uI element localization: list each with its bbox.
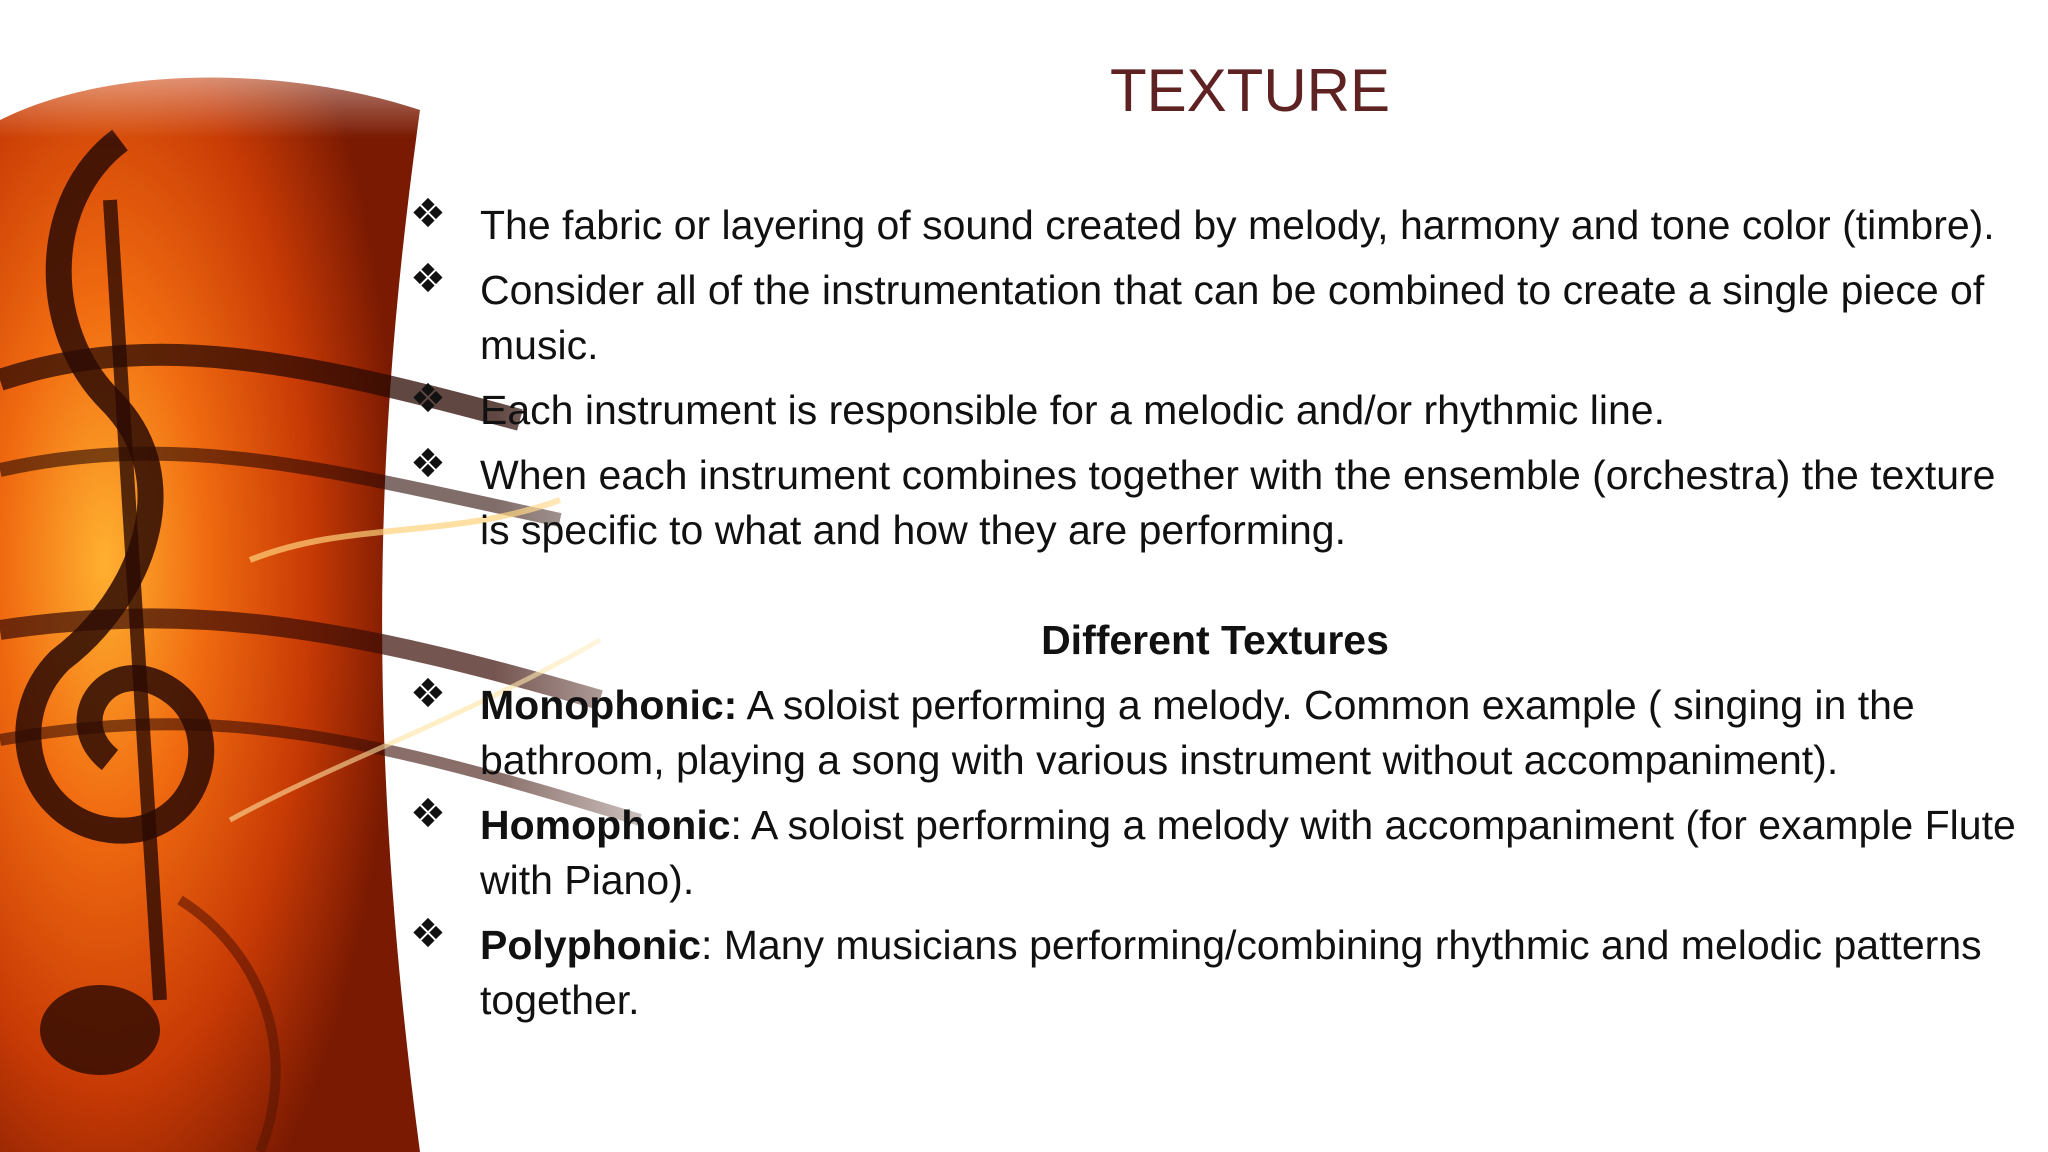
diamond-bullet-icon: ❖ [410,442,446,486]
bullet-item [410,257,2020,373]
bullet-text: Consider all of the instrumentation that can be combined to create a single piece of music. [480,267,1985,368]
texture-term: Polyphonic [480,922,701,968]
diamond-bullet-icon: ❖ [410,912,446,956]
bullet-text: The fabric or layering of sound created by melody, harmony and tone color (timbre). [480,202,1995,248]
texture-description: : Many musicians performing/combining rhythmic and melodic patterns together. [480,922,1982,1023]
texture-item-monophonic [410,672,2020,788]
bullet-text: When each instrument combines together with the ensemble (orchestra) the texture is specific to what and how they are performing. [480,452,1996,553]
diamond-bullet-icon: ❖ [410,257,446,301]
texture-description: A soloist performing a melody. Common example ( singing in the bathroom, playing a song with various instrument without accompaniment). [480,682,1915,783]
diamond-bullet-icon: ❖ [410,192,446,236]
diamond-bullet-icon: ❖ [410,792,446,836]
texture-item-polyphonic [410,912,2020,1028]
bullet-text: Each instrument is responsible for a melodic and/or rhythmic line. [480,387,1665,433]
texture-item-homophonic [410,792,2020,908]
texture-description: : A soloist performing a melody with accompaniment (for example Flute with Piano). [480,802,2016,903]
bullet-item [410,192,2020,253]
diamond-bullet-icon: ❖ [410,377,446,421]
texture-term: Monophonic: [480,682,738,728]
texture-term: Homophonic [480,802,731,848]
different-textures-heading: Different Textures [1041,617,1389,663]
diamond-bullet-icon: ❖ [410,672,446,716]
slide-title: TEXTURE [1109,57,1391,124]
slide-content [410,192,2020,1038]
bullet-item [410,442,2020,558]
bullet-item [410,377,2020,438]
